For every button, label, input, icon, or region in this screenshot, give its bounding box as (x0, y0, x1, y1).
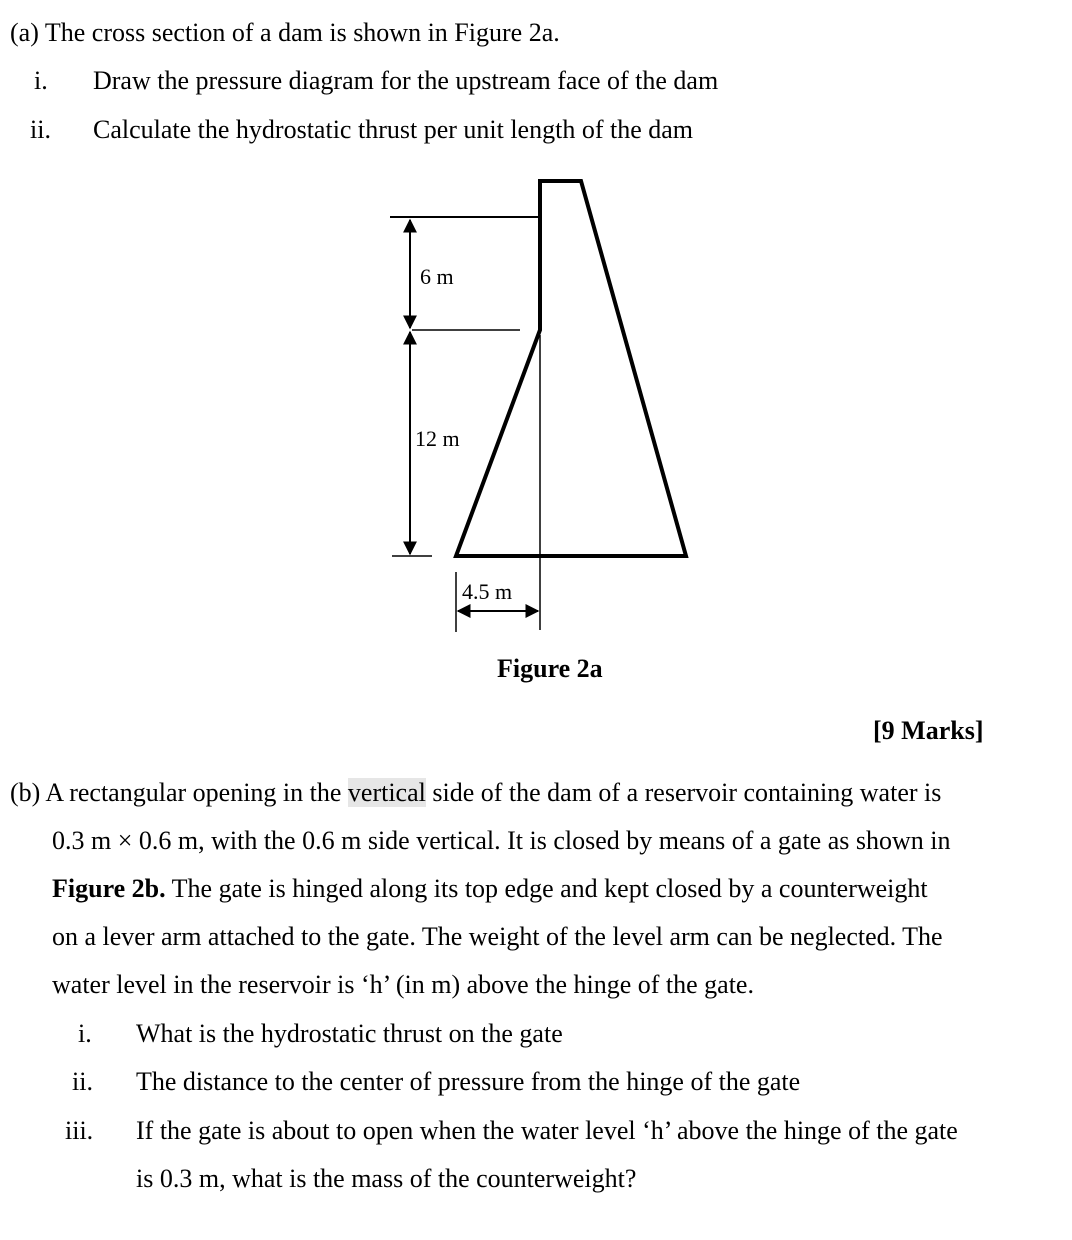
figure-2b-reference: Figure 2b. (52, 874, 166, 903)
dam-outline (456, 181, 686, 556)
part-b-line-4: on a lever arm attached to the gate. The weight of the level arm can be neglected. The (52, 922, 943, 951)
part-b-item-3-number: iii. (65, 1116, 94, 1145)
part-b-item-1-number: i. (78, 1019, 92, 1048)
part-b-item-3-text: If the gate is about to open when the water level ‘h’ above the hinge of the gate (136, 1116, 958, 1145)
dimension-4-5m-label: 4.5 m (462, 579, 513, 604)
part-a-item-1-number: i. (34, 66, 48, 95)
part-b-item-1-text: What is the hydrostatic thrust on the gate (136, 1019, 563, 1048)
part-b-line-3-rest: The gate is hinged along its top edge and kept closed by a counterweight (165, 874, 928, 903)
part-b-item-2-text: The distance to the center of pressure from the hinge of the gate (136, 1067, 801, 1096)
part-b-line-1 (10, 778, 941, 808)
part-b-line-3 (52, 874, 928, 904)
part-b-line-5: water level in the reservoir is ‘h’ (in m) above the hinge of the gate. (52, 970, 754, 999)
highlighted-word: vertical (347, 778, 426, 807)
part-b-item-3-continuation: is 0.3 m, what is the mass of the counterweight? (136, 1164, 637, 1193)
part-a-item-1-text: Draw the pressure diagram for the upstream face of the dam (93, 66, 719, 95)
part-b-line-1-end: side of the dam of a reservoir containing water is (425, 778, 942, 807)
part-a-intro: (a) The cross section of a dam is shown in Figure 2a. (10, 18, 560, 47)
dimension-6m-label: 6 m (420, 264, 454, 289)
part-b-line-2: 0.3 m × 0.6 m, with the 0.6 m side vertical. It is closed by means of a gate as shown in (52, 826, 951, 855)
marks-label: [9 Marks] (873, 716, 984, 745)
part-a-item-2-text: Calculate the hydrostatic thrust per unit length of the dam (93, 115, 694, 144)
part-a-item-2-number: ii. (30, 115, 51, 144)
figure-caption: Figure 2a (497, 654, 603, 683)
part-b-line-1-start: (b) A rectangular opening in the (10, 778, 348, 807)
dimension-12m-label: 12 m (415, 426, 460, 451)
part-b-item-2-number: ii. (72, 1067, 93, 1096)
